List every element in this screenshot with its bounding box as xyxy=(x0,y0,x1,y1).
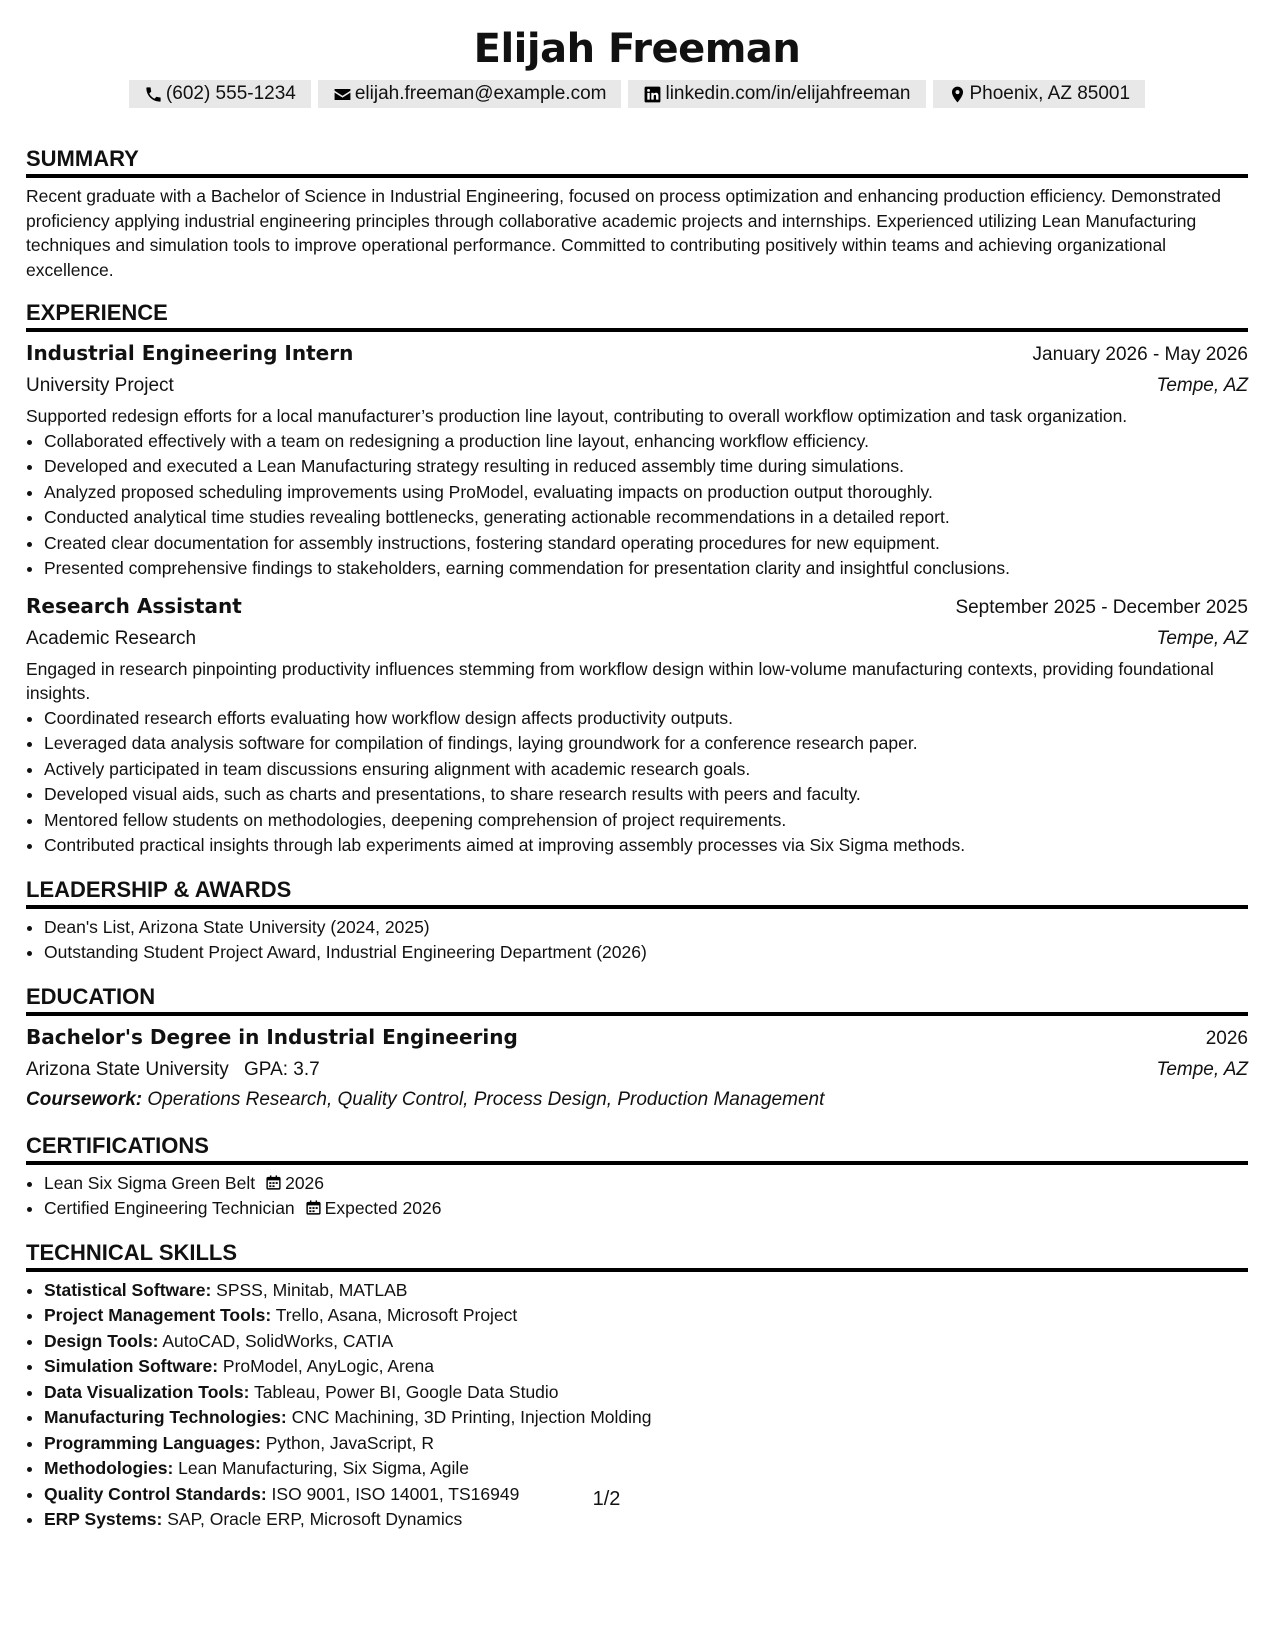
skill-label: Manufacturing Technologies: xyxy=(44,1407,287,1427)
list-item xyxy=(44,1380,1248,1406)
list-item: • Leveraged data analysis software for compilation of findings, laying groundwork for a conference research paper. xyxy=(44,731,1248,757)
school-name: Arizona State University xyxy=(26,1058,229,1080)
gpa: GPA: 3.7 xyxy=(244,1058,320,1080)
job-title: Research Assistant xyxy=(26,593,242,618)
certification-name: Lean Six Sigma Green Belt xyxy=(44,1172,256,1193)
job-entry xyxy=(26,591,1248,859)
list-item: • Outstanding Student Project Award, Industrial Engineering Department (2026) xyxy=(44,940,1248,966)
skill-value: Lean Manufacturing, Six Sigma, Agile xyxy=(178,1458,470,1478)
list-item xyxy=(44,1456,1248,1482)
resume-name: Elijah Freeman xyxy=(473,26,801,72)
certification-date: Expected 2026 xyxy=(324,1198,442,1218)
phone-chip xyxy=(129,80,311,108)
list-item xyxy=(44,1303,1248,1329)
school-location: Tempe, AZ xyxy=(1156,1058,1248,1080)
list-item: • Coordinated research efforts evaluating how workflow design affects productivity outputs. xyxy=(44,706,1248,732)
section-heading: TECHNICAL SKILLS xyxy=(26,1236,1248,1272)
resume-page xyxy=(26,0,1248,1533)
phone-icon xyxy=(144,85,163,104)
education-section xyxy=(26,980,1248,1115)
list-item xyxy=(44,1196,1248,1222)
experience-section xyxy=(26,296,1248,859)
list-item xyxy=(44,1431,1248,1457)
job-organization: University Project xyxy=(26,375,174,396)
contact-bar xyxy=(26,80,1248,108)
certifications-section xyxy=(26,1129,1248,1222)
list-item xyxy=(44,1278,1248,1304)
email-chip[interactable] xyxy=(318,80,622,108)
list-item xyxy=(44,1171,1248,1197)
list-item: • Developed visual aids, such as charts and presentations, to share research results with peers and faculty. xyxy=(44,782,1248,808)
list-item: • Presented comprehensive findings to stakeholders, earning commendation for presentation clarity and insightful conclusions. xyxy=(44,556,1248,582)
skill-label: Design Tools: xyxy=(44,1330,159,1351)
list-item xyxy=(44,1329,1248,1355)
job-location: Tempe, AZ xyxy=(1156,375,1248,396)
job-location: Tempe, AZ xyxy=(1156,627,1248,649)
calendar-icon xyxy=(305,1199,322,1216)
envelope-icon xyxy=(333,85,352,104)
list-item xyxy=(44,1354,1248,1380)
list-item: • Actively participated in team discussions ensuring alignment with academic research goals. xyxy=(44,757,1248,783)
section-heading: EDUCATION xyxy=(26,980,1248,1016)
section-heading: SUMMARY xyxy=(26,142,1248,178)
linkedin-text: linkedin.com/in/elijahfreeman xyxy=(665,83,911,104)
list-item: • Contributed practical insights through lab experiments aimed at improving assembly processes via Six Sigma methods. xyxy=(44,833,1248,859)
list-item: • Developed and executed a Lean Manufacturing strategy resulting in reduced assembly time during simulations. xyxy=(44,454,1248,480)
job-entry xyxy=(26,338,1248,582)
skill-value: ProModel, AnyLogic, Arena xyxy=(222,1356,435,1376)
skill-label: Methodologies: xyxy=(44,1458,174,1478)
location-chip xyxy=(933,80,1146,108)
job-organization: Academic Research xyxy=(26,627,197,649)
skill-label: Data Visualization Tools: xyxy=(44,1381,250,1402)
phone-text: (602) 555-1234 xyxy=(165,83,296,104)
job-dates: January 2026 - May 2026 xyxy=(1032,344,1248,365)
skill-value: SAP, Oracle ERP, Microsoft Dynamics xyxy=(167,1509,463,1529)
school-line xyxy=(26,1054,320,1085)
summary-text: Recent graduate with a Bachelor of Science in Industrial Engineering, focused on process optimization and enhancing production efficiency. Demonstrated proficiency applying industrial engineering principles through collaborative academic projects and internships. Experienced utilizing Lean Manufacturing techniques and simulation tools to improve operational performance. Committed to contributing positively within teams and achieving organizational excellence. xyxy=(26,186,1221,280)
list-item: • Mentored fellow students on methodologies, deepening comprehension of project requirements. xyxy=(44,808,1248,834)
skill-label: Quality Control Standards: xyxy=(44,1483,267,1504)
graduation-year: 2026 xyxy=(1205,1027,1248,1049)
skill-label: Project Management Tools: xyxy=(44,1305,272,1325)
skill-label: ERP Systems: xyxy=(44,1509,163,1529)
coursework-line xyxy=(26,1085,1248,1115)
job-dates: September 2025 - December 2025 xyxy=(955,596,1248,618)
coursework-label: Coursework: xyxy=(26,1088,143,1110)
skill-label: Programming Languages: xyxy=(44,1432,261,1453)
skill-label: Simulation Software: xyxy=(44,1356,219,1376)
list-item xyxy=(44,1405,1248,1431)
skill-value: Python, JavaScript, R xyxy=(265,1432,434,1453)
coursework-list: Operations Research, Quality Control, Process Design, Production Management xyxy=(147,1088,825,1110)
certifications-list xyxy=(26,1171,1248,1222)
skill-value: AutoCAD, SolidWorks, CATIA xyxy=(162,1330,394,1351)
job-bullets xyxy=(26,429,1248,582)
list-item: • Collaborated effectively with a team on redesigning a production line layout, enhancing workflow efficiency. xyxy=(44,429,1248,455)
degree-title: Bachelor's Degree in Industrial Engineering xyxy=(26,1024,518,1049)
awards-list xyxy=(26,915,1248,966)
linkedin-icon xyxy=(643,85,662,104)
job-description: Supported redesign efforts for a local manufacturer’s production line layout, contributing to overall workflow optimization and task organization. xyxy=(26,406,1128,426)
list-item: • Conducted analytical time studies revealing bottlenecks, generating actionable recommendations in a detailed report. xyxy=(44,505,1248,531)
section-heading: EXPERIENCE xyxy=(26,296,1248,332)
certification-date: 2026 xyxy=(285,1172,325,1193)
section-heading: CERTIFICATIONS xyxy=(26,1129,1248,1165)
skill-label: Statistical Software: xyxy=(44,1279,212,1300)
linkedin-chip[interactable] xyxy=(628,80,925,108)
job-bullets xyxy=(26,706,1248,859)
awards-section xyxy=(26,873,1248,966)
skill-value: CNC Machining, 3D Printing, Injection Molding xyxy=(291,1407,652,1427)
certification-name: Certified Engineering Technician xyxy=(44,1198,295,1218)
skill-value: SPSS, Minitab, MATLAB xyxy=(216,1279,408,1300)
summary-section xyxy=(26,142,1248,282)
list-item: • Analyzed proposed scheduling improvements using ProModel, evaluating impacts on production output thoroughly. xyxy=(44,480,1248,506)
location-text: Phoenix, AZ 85001 xyxy=(969,83,1131,104)
skill-value: ISO 9001, ISO 14001, TS16949 xyxy=(271,1483,520,1504)
job-title: Industrial Engineering Intern xyxy=(26,341,354,365)
calendar-icon xyxy=(265,1174,282,1191)
map-pin-icon xyxy=(948,85,967,104)
section-heading: LEADERSHIP & AWARDS xyxy=(26,873,1248,909)
skill-value: Trello, Asana, Microsoft Project xyxy=(275,1305,518,1325)
list-item: • Dean's List, Arizona State University (2024, 2025) xyxy=(44,915,1248,941)
email-text: elijah.freeman@example.com xyxy=(354,83,607,104)
page-number: 1/2 xyxy=(592,1488,621,1510)
job-description: Engaged in research pinpointing productivity influences stemming from workflow design within low-volume manufacturing contexts, providing foundational insights. xyxy=(26,658,1214,703)
list-item: • Created clear documentation for assembly instructions, fostering standard operating procedures for new equipment. xyxy=(44,531,1248,557)
skill-value: Tableau, Power BI, Google Data Studio xyxy=(254,1381,559,1402)
